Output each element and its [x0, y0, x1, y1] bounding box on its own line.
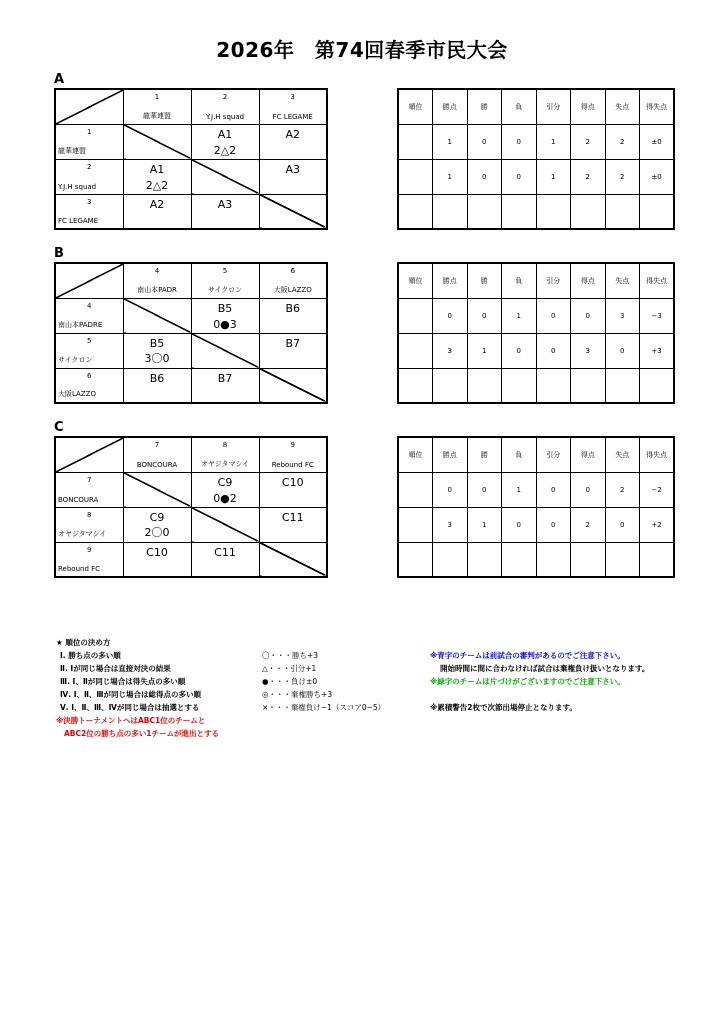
standings-cell [467, 542, 502, 577]
team-name: 龍華連盟 [58, 146, 86, 155]
standings-header: 得点 [571, 263, 606, 298]
match-score: 3〇0 [144, 351, 170, 365]
standings-cell [536, 194, 571, 229]
self-match-cell [259, 368, 327, 403]
team-number: 1 [87, 127, 92, 136]
standings-header: 得失点 [640, 437, 675, 472]
column-team-header [259, 89, 327, 124]
standings-cell: ±0 [640, 124, 675, 159]
team-name: BONCOURA [58, 495, 99, 504]
rule-2: Ⅱ. Ⅰが同じ場合は直接対決の結果 [60, 664, 171, 673]
match-code: A2 [285, 127, 301, 141]
team-name: Y.J.H squad [58, 182, 97, 191]
match-result-cell [191, 542, 259, 577]
team-number: 2 [222, 93, 228, 101]
standings-cell [605, 542, 640, 577]
match-code: A1 [217, 127, 233, 141]
final-note-1: ※決勝トーナメントへはABC1位のチームと [56, 716, 206, 725]
team-number: 4 [154, 267, 160, 275]
match-result-cell [123, 333, 191, 368]
standings-cell: 0 [536, 507, 571, 542]
group-label: A [54, 72, 65, 87]
match-score: 2〇0 [144, 525, 170, 539]
match-result-cell [259, 507, 327, 542]
standings-header: 負 [502, 437, 537, 472]
match-code: B7 [217, 371, 233, 385]
standings-cell: −3 [640, 298, 675, 333]
match-grid [54, 436, 328, 578]
final-note-2: ABC2位の勝ち点の多い1チームが進出とする [64, 729, 219, 738]
standings-cell [398, 542, 433, 577]
standings-cell [398, 472, 433, 507]
rule-5: Ⅴ. Ⅰ、Ⅱ、Ⅲ、Ⅳが同じ場合は抽選とする [60, 703, 200, 712]
standings-cell: −2 [640, 472, 675, 507]
standings-header: 得点 [571, 437, 606, 472]
column-team-header [191, 263, 259, 298]
ranking-rules [56, 636, 219, 740]
standings-header: 順位 [398, 89, 433, 124]
match-result-cell [123, 194, 191, 229]
standings-table [397, 436, 675, 578]
standings-cell: 0 [605, 333, 640, 368]
match-result-cell [259, 333, 327, 368]
match-code: C11 [214, 545, 236, 559]
match-code: C10 [281, 475, 304, 489]
standings-header: 得失点 [640, 263, 675, 298]
self-match-cell [191, 333, 259, 368]
match-code: B7 [285, 336, 301, 350]
standings-cell: 2 [605, 159, 640, 194]
team-number: 5 [87, 336, 92, 345]
standings-cell: 0 [571, 298, 606, 333]
team-name: オヤジタマシイ [58, 529, 107, 538]
symbol-legend [262, 649, 385, 714]
standings-cell: 1 [502, 298, 537, 333]
standings-cell: 3 [571, 333, 606, 368]
standings-header: 引分 [536, 89, 571, 124]
standings-cell: 1 [536, 124, 571, 159]
grid-corner [55, 263, 123, 298]
standings-cell: 0 [467, 124, 502, 159]
standings-cell: 1 [502, 472, 537, 507]
standings-cell [398, 333, 433, 368]
standings-cell [536, 368, 571, 403]
standings-cell: 0 [502, 507, 537, 542]
standings-cell: 3 [433, 507, 468, 542]
symbol-loss: ●・・・負け±0 [262, 677, 318, 686]
team-name: 龍華連盟 [143, 111, 171, 120]
column-team-header [259, 263, 327, 298]
note-cards: ※累積警告2枚で次節出場停止となります。 [430, 703, 577, 712]
team-number: 4 [87, 301, 92, 310]
match-result-cell [191, 298, 259, 333]
team-number: 8 [222, 441, 228, 449]
team-number: 7 [154, 441, 160, 449]
match-code: A3 [285, 162, 301, 176]
team-name: BONCOURA [136, 460, 178, 469]
team-name: 南山本PADRE [58, 320, 103, 329]
standings-cell [605, 194, 640, 229]
team-name: Y.J.H squad [205, 112, 245, 121]
standings-cell [398, 298, 433, 333]
standings-header: 勝 [467, 89, 502, 124]
team-number: 8 [87, 510, 92, 519]
grid-corner [55, 437, 123, 472]
match-result-cell [123, 507, 191, 542]
standings-header: 負 [502, 263, 537, 298]
team-number: 3 [290, 93, 295, 101]
standings-cell: 0 [536, 472, 571, 507]
team-number: 6 [290, 267, 295, 275]
standings-cell [467, 368, 502, 403]
match-result-cell [259, 159, 327, 194]
symbol-draw: △・・・引分+1 [262, 664, 317, 673]
standings-cell [640, 194, 675, 229]
standings-cell: +3 [640, 333, 675, 368]
column-team-header [123, 89, 191, 124]
standings-cell: 0 [433, 298, 468, 333]
team-number: 3 [87, 197, 92, 206]
standings-cell [571, 194, 606, 229]
page-title: 2026年 第74回春季市民大会 [216, 38, 508, 62]
self-match-cell [123, 472, 191, 507]
column-team-header [123, 263, 191, 298]
match-grid [54, 262, 328, 404]
column-team-header [191, 89, 259, 124]
note-green: ※緑字のチームは片づけがございますのでご注意下さい。 [430, 677, 625, 686]
team-name: Rebound FC [58, 565, 101, 573]
match-score: 2△2 [145, 178, 169, 192]
match-result-cell [191, 194, 259, 229]
note-time: 開始時間に間に合わなければ試合は棄権負け扱いとなります。 [440, 664, 650, 673]
self-match-cell [259, 542, 327, 577]
standings-cell: 0 [467, 298, 502, 333]
match-code: B6 [149, 371, 165, 385]
standings-header: 負 [502, 89, 537, 124]
row-team-header [55, 472, 123, 507]
team-number: 9 [290, 441, 295, 449]
standings-cell: 0 [502, 124, 537, 159]
match-result-cell [123, 368, 191, 403]
standings-cell [571, 368, 606, 403]
standings-cell: 2 [571, 507, 606, 542]
column-team-header [259, 437, 327, 472]
standings-header: 勝 [467, 437, 502, 472]
standings-cell [536, 542, 571, 577]
standings-header: 勝点 [433, 89, 468, 124]
group-label: C [54, 420, 64, 435]
team-name: 大阪LAZZO [273, 285, 312, 294]
standings-header: 失点 [605, 89, 640, 124]
standings-cell: 3 [605, 298, 640, 333]
match-code: A2 [149, 197, 165, 211]
self-match-cell [123, 298, 191, 333]
standings-cell: 3 [433, 333, 468, 368]
team-name: FC LEGAME [58, 217, 99, 225]
standings-cell: 0 [502, 333, 537, 368]
standings-cell: 1 [467, 507, 502, 542]
self-match-cell [191, 507, 259, 542]
standings-cell: 0 [502, 159, 537, 194]
match-code: B6 [285, 301, 301, 315]
match-code: B5 [217, 301, 233, 315]
note-blue: ※青字のチームは前試合の審判があるのでご注意下さい。 [430, 651, 625, 660]
match-code: C9 [149, 510, 165, 524]
standings-cell [502, 194, 537, 229]
symbol-forfeit-win: ◎・・・棄権勝ち+3 [262, 690, 333, 699]
rule-1: Ⅰ. 勝ち点の多い順 [60, 651, 121, 660]
rule-4: Ⅳ. Ⅰ、Ⅱ、Ⅲが同じ場合は総得点の多い順 [60, 690, 202, 699]
column-team-header [123, 437, 191, 472]
standings-table [397, 262, 675, 404]
match-result-cell [123, 542, 191, 577]
standings-header: 勝点 [433, 437, 468, 472]
row-team-header [55, 298, 123, 333]
standings-cell: 2 [571, 124, 606, 159]
standings-header: 順位 [398, 263, 433, 298]
standings-header: 引分 [536, 437, 571, 472]
symbol-win: 〇・・・勝ち+3 [262, 651, 319, 660]
team-name: 大阪LAZZO [58, 390, 96, 398]
rule-3: Ⅲ. Ⅰ、Ⅱが同じ場合は得失点の多い順 [60, 677, 186, 686]
team-number: 9 [87, 545, 92, 554]
standings-cell: 0 [467, 472, 502, 507]
match-code: B5 [149, 336, 165, 350]
row-team-header [55, 124, 123, 159]
standings-header: 勝 [467, 263, 502, 298]
standings-cell [398, 368, 433, 403]
match-score: 2△2 [213, 143, 237, 157]
row-team-header [55, 159, 123, 194]
row-team-header [55, 194, 123, 229]
self-match-cell [259, 194, 327, 229]
standings-cell: 2 [605, 124, 640, 159]
standings-header: 失点 [605, 263, 640, 298]
match-result-cell [259, 124, 327, 159]
standings-cell: 2 [605, 472, 640, 507]
group-label: B [54, 246, 64, 261]
standings-header: 勝点 [433, 263, 468, 298]
match-code: A3 [217, 197, 233, 211]
match-code: C10 [146, 545, 168, 559]
standings-cell [433, 368, 468, 403]
standings-cell [640, 542, 675, 577]
standings-cell [433, 542, 468, 577]
match-code: C11 [281, 510, 304, 524]
standings-header: 順位 [398, 437, 433, 472]
match-result-cell [191, 472, 259, 507]
self-match-cell [123, 124, 191, 159]
match-score: 0●3 [213, 317, 237, 331]
standings-cell [398, 194, 433, 229]
team-number: 7 [87, 475, 92, 484]
standings-cell [398, 159, 433, 194]
match-code: C9 [217, 475, 233, 489]
standings-cell: ±0 [640, 159, 675, 194]
rules-heading: ★ 順位の決め方 [56, 638, 111, 647]
standings-cell [398, 507, 433, 542]
standings-cell: 1 [433, 124, 468, 159]
standings-cell [640, 368, 675, 403]
team-name: サイクロン [207, 285, 243, 294]
match-result-cell [191, 124, 259, 159]
standings-cell: 1 [433, 159, 468, 194]
team-number: 5 [222, 267, 228, 275]
team-name: 南山本PADR [137, 285, 177, 294]
self-match-cell [191, 159, 259, 194]
match-grid [54, 88, 328, 230]
column-team-header [191, 437, 259, 472]
standings-table [397, 88, 675, 230]
standings-cell: 0 [433, 472, 468, 507]
standings-cell: 0 [467, 159, 502, 194]
standings-cell: 0 [536, 298, 571, 333]
match-result-cell [191, 368, 259, 403]
standings-cell [502, 368, 537, 403]
notes [430, 649, 649, 714]
standings-header: 引分 [536, 263, 571, 298]
team-name: FC LEGAME [272, 112, 313, 121]
standings-cell: +2 [640, 507, 675, 542]
standings-header: 得点 [571, 89, 606, 124]
standings-header: 失点 [605, 437, 640, 472]
row-team-header [55, 333, 123, 368]
symbol-forfeit-loss: ×・・・棄権負け−1（スコア0−5） [262, 703, 386, 712]
team-number: 6 [87, 371, 92, 380]
match-code: A1 [149, 162, 165, 176]
standings-cell: 0 [605, 507, 640, 542]
standings-cell: 2 [571, 159, 606, 194]
standings-cell [605, 368, 640, 403]
team-name: サイクロン [58, 355, 93, 364]
standings-cell: 0 [536, 333, 571, 368]
row-team-header [55, 542, 123, 577]
team-number: 2 [87, 162, 92, 171]
row-team-header [55, 507, 123, 542]
match-result-cell [259, 472, 327, 507]
match-score: 0●2 [213, 491, 237, 505]
standings-cell [571, 542, 606, 577]
standings-cell [502, 542, 537, 577]
team-number: 1 [154, 93, 160, 101]
standings-cell: 1 [536, 159, 571, 194]
standings-header: 得失点 [640, 89, 675, 124]
team-name: オヤジタマシイ [200, 459, 250, 468]
standings-cell [398, 124, 433, 159]
standings-cell: 1 [467, 333, 502, 368]
row-team-header [55, 368, 123, 403]
grid-corner [55, 89, 123, 124]
team-name: Rebound FC [271, 460, 314, 469]
match-result-cell [123, 159, 191, 194]
standings-cell [433, 194, 468, 229]
standings-cell: 0 [571, 472, 606, 507]
standings-cell [467, 194, 502, 229]
match-result-cell [259, 298, 327, 333]
